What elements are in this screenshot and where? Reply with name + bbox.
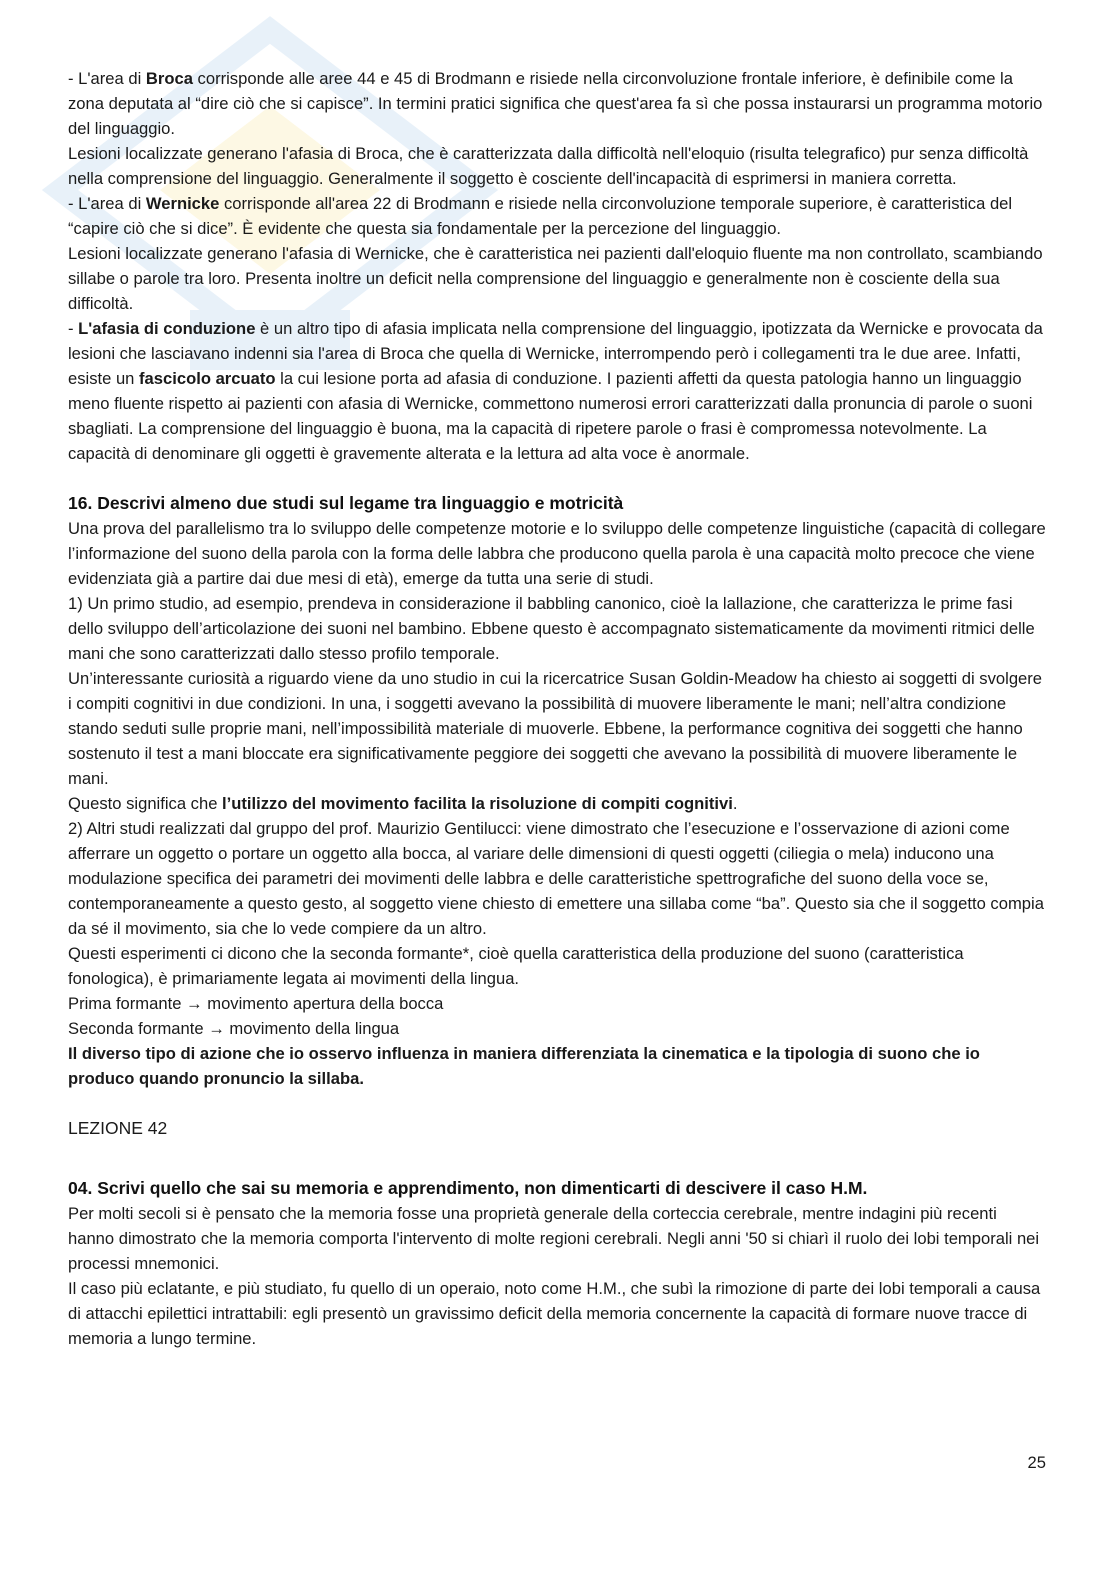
- arcuate-fasciculus-term: fascicolo arcuato: [139, 369, 276, 388]
- conduction-aphasia-paragraph: - L'afasia di conduzione è un altro tipo di afasia implicata nella comprensione del linguaggio, ipotizzata da Wernicke e provocata da lesioni che lasciavano indenni sia l'area di Broca che quella di Wernicke, interrompendo però i collegamenti tra le due aree. Infatti, esiste un fascicolo arcuato la cui lesione porta ad afasia di conduzione. I pazienti affetti da questa patologia hanno un linguaggio meno fluente rispetto ai pazienti con afasia di Wernicke, commettono numerosi errori caratterizzati dalla pronuncia di parole o suoni sbagliati. La comprensione del linguaggio è buona, ma la capacità di ripetere parole o frasi è compromessa notevolmente. La capacità di denominare gli oggetti è gravemente alterata e la lettura ad alta voce è anormale.: [68, 319, 1043, 463]
- broca-paragraph: - L'area di Broca corrisponde alle aree 44 e 45 di Brodmann e risiede nella circonvoluzione frontale inferiore, è definibile come la zona deputata al “dire ciò che si capisce”. In termini pratici significa che quest'area fa sì che possa instaurarsi un programma motorio del linguaggio.: [68, 69, 1043, 138]
- q16-conclusion: Questo significa che l’utilizzo del movimento facilita la risoluzione di compiti cognitivi.: [68, 794, 738, 813]
- broca-lesion-paragraph: Lesioni localizzate generano l'afasia di Broca, che è caratterizzata dalla difficoltà nell'eloquio (risulta telegrafico) pur senza difficoltà nella comprensione del linguaggio. Generalmente il soggetto è cosciente dell'incapacità di esprimersi in maniera corretta.: [68, 144, 1029, 188]
- lesson-heading: LEZIONE 42: [68, 1118, 168, 1138]
- question-16-title: 16. Descrivi almeno due studi sul legame tra linguaggio e motricità: [68, 493, 624, 513]
- question-04-title: 04. Scrivi quello che sai su memoria e apprendimento, non dimenticarti di descivere il caso H.M.: [68, 1178, 868, 1198]
- q16-intro: Una prova del parallelismo tra lo sviluppo delle competenze motorie e lo sviluppo delle competenze linguistiche (capacità di collegare l’informazione del suono della parola con la forma delle labbra che producono quella parola è una capacità molto precoce che viene evidenziata già a partire dai due mesi di età), emerge da tutta una serie di studi.: [68, 519, 1046, 588]
- q16-curiosity: Un’interessante curiosità a riguardo viene da uno studio in cui la ricercatrice Susan Goldin-Meadow ha chiesto ai soggetti di svolgere i compiti cognitivi in due condizioni. In una, i soggetti avevano la possibilità di muovere liberamente le mani; nell’altra condizione stando seduti sulle proprie mani, nell’impossibilità materiale di muoverle. Ebbene, la performance cognitiva dei soggetti che hanno sostenuto il test a mani bloccate era significativamente peggiore dei soggetti che avevano la possibilità di muovere liberamente le mani.: [68, 669, 1043, 788]
- conduction-aphasia-term: L'afasia di conduzione: [78, 319, 256, 338]
- q16-study-2: 2) Altri studi realizzati dal gruppo del prof. Maurizio Gentilucci: viene dimostrato che l’esecuzione e l’osservazione di azioni come afferrare un oggetto o portare un oggetto alla bocca, al variare delle dimensioni di questi oggetti (ciliegia o mela) inducono una modulazione specifica dei parametri dei movimenti delle labbra e delle caratteristiche spettrografiche del suono della voce se, contemporaneamente a questo gesto, al soggetto viene chiesto di emettere una sillaba come “ba”. Questo sia che il soggetto compia da sé il movimento, sia che lo vede compiere da un altro.: [68, 819, 1044, 938]
- wernicke-term: Wernicke: [145, 194, 220, 213]
- q16-conclusion-bold: l’utilizzo del movimento facilita la risoluzione di compiti cognitivi: [222, 794, 733, 813]
- broca-term: Broca: [145, 69, 193, 88]
- q16-study-1: 1) Un primo studio, ad esempio, prendeva in considerazione il babbling canonico, cioè la lallazione, che caratterizza le prime fasi dello sviluppo dell’articolazione dei suoni nel bambino. Ebbene questo è accompagnato sistematicamente da movimenti ritmici delle mani che sono caratterizzati dallo stesso profilo temporale.: [68, 594, 1035, 663]
- q16-final-statement: Il diverso tipo di azione che io osservo influenza in maniera differenziata la cinematica e la tipologia di suono che io produco quando pronuncio la sillaba.: [68, 1044, 980, 1088]
- q16-formant-1: Prima formante → movimento apertura della bocca: [68, 994, 444, 1013]
- q16-formant-intro: Questi esperimenti ci dicono che la seconda formante*, cioè quella caratteristica della produzione del suono (caratteristica fonologica), è primariamente legata ai movimenti della lingua.: [68, 944, 964, 988]
- wernicke-lesion-paragraph: Lesioni localizzate generano l'afasia di Wernicke, che è caratteristica nei pazienti dall'eloquio fluente ma non controllato, scambiando sillabe o parole tra loro. Presenta inoltre un deficit nella comprensione del linguaggio e generalmente non è cosciente della sua difficoltà.: [68, 244, 1043, 313]
- page-number: 25: [1027, 1453, 1046, 1472]
- q04-paragraph-1: Per molti secoli si è pensato che la memoria fosse una proprietà generale della corteccia cerebrale, mentre indagini più recenti hanno dimostrato che la memoria comporta l'intervento di molte regioni cerebrali. Negli anni '50 si chiarì il ruolo dei lobi temporali nei processi mnemonici.: [68, 1204, 1040, 1273]
- wernicke-paragraph: - L'area di Wernicke corrisponde all'area 22 di Brodmann e risiede nella circonvoluzione temporale superiore, è caratteristica del “capire ciò che si dice”. È evidente che questa sia fondamentale per la percezione del linguaggio.: [68, 194, 1013, 238]
- q16-formant-2: Seconda formante → movimento della lingua: [68, 1019, 400, 1038]
- document-body: [68, 66, 1046, 1351]
- q04-paragraph-2: Il caso più eclatante, e più studiato, fu quello di un operaio, noto come H.M., che subì la rimozione di parte dei lobi temporali a causa di attacchi epilettici intrattabili: egli presentò un gravissimo deficit della memoria concernente la capacità di formare nuove tracce di memoria a lungo termine.: [68, 1279, 1041, 1348]
